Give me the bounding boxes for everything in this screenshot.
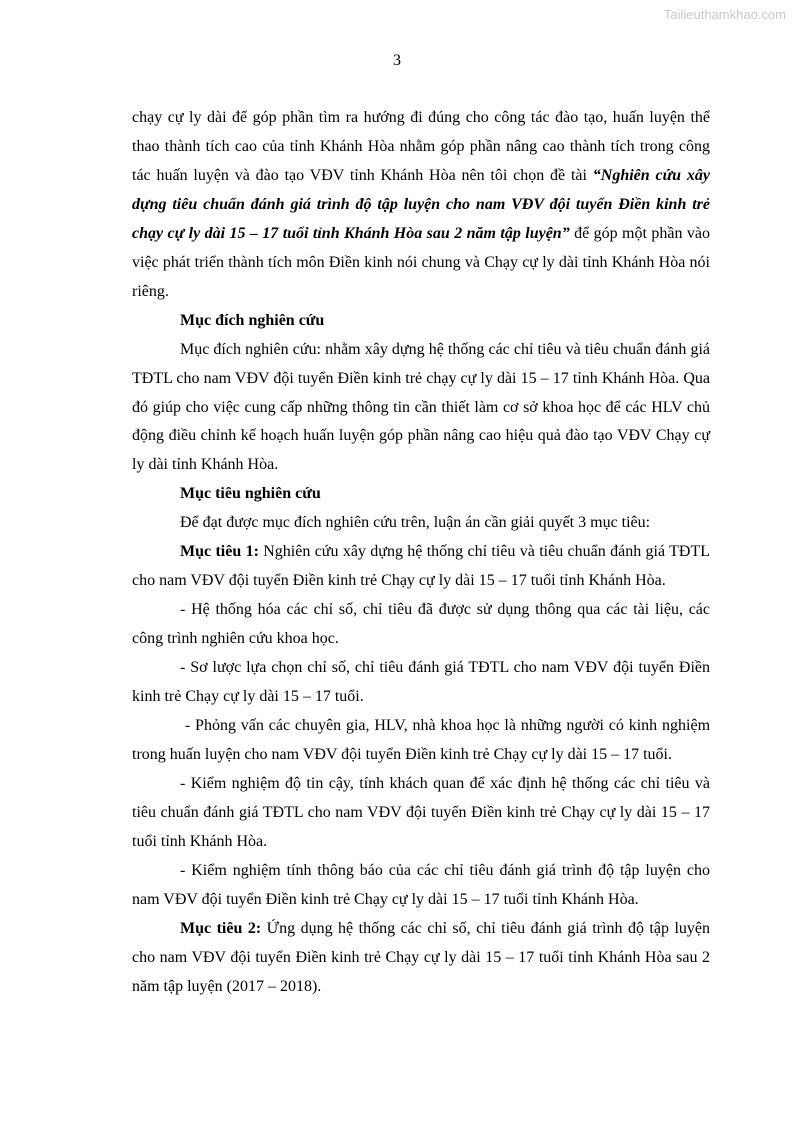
objective-2-label: Mục tiêu 2:: [180, 919, 262, 937]
intro-text-before: chạy cự ly dài để góp phần tìm ra hướng đi đúng cho công tác đào tạo, huấn luyện thể thao thành tích cao của tỉnh Khánh Hòa nhằm góp phần nâng cao thành tích trong công tác huấn luyện và đào tạo VĐV tỉnh Khánh Hòa nên tôi chọn đề tài: [132, 109, 710, 184]
page-number: 3: [393, 52, 401, 69]
thesis-title: “Nghiên cứu xây dựng tiêu chuẩn đánh giá trình độ tập luyện cho nam VĐV đội tuyển Điền kinh trẻ chạy cự ly dài 15 – 17 tuổi tỉnh Khánh Hòa sau 2 năm tập luyện”: [132, 166, 710, 242]
document-body: [132, 104, 715, 1002]
list-item: - Hệ thống hóa các chỉ số, chỉ tiêu đã được sử dụng thông qua các tài liệu, các công trình nghiên cứu khoa học.: [132, 601, 710, 648]
objective-2-paragraph: [132, 915, 710, 1002]
objectives-intro: Để đạt được mục đích nghiên cứu trên, luận án cần giải quyết 3 mục tiêu:: [180, 514, 651, 532]
objective-1-label: Mục tiêu 1:: [180, 543, 259, 561]
list-item: - Sơ lược lựa chọn chỉ số, chỉ tiêu đánh giá TĐTL cho nam VĐV đội tuyển Điền kinh trẻ Chạy cự ly dài 15 – 17 tuổi.: [132, 659, 710, 706]
objective-1-paragraph: [132, 538, 710, 596]
purpose-heading: Mục đích nghiên cứu: [180, 311, 325, 329]
objectives-heading: Mục tiêu nghiên cứu: [180, 485, 321, 503]
list-item: - Kiểm nghiệm độ tin cậy, tính khách quan để xác định hệ thống các chỉ tiêu và tiêu chuẩn đánh giá TĐTL cho nam VĐV đội tuyển Điền kinh trẻ Chạy cự ly dài 15 – 17 tuổi tỉnh Khánh Hòa.: [132, 774, 710, 850]
objective-1-text: Nghiên cứu xây dựng hệ thống chỉ tiêu và tiêu chuẩn đánh giá TĐTL cho nam VĐV đội tuyển Điền kinh trẻ Chạy cự ly dài 15 – 17 tuổi tỉnh Khánh Hòa.: [132, 543, 711, 590]
objective-2-text: Ứng dụng hệ thống các chỉ số, chỉ tiêu đánh giá trình độ tập luyện cho nam VĐV đội tuyển Điền kinh trẻ Chạy cự ly dài 15 – 17 tuổi tỉnh Khánh Hòa sau 2 năm tập luyện (2017 – 2018).: [132, 919, 711, 995]
purpose-paragraph: Mục đích nghiên cứu: nhằm xây dựng hệ thống các chỉ tiêu và tiêu chuẩn đánh giá TĐTL cho nam VĐV đội tuyển Điền kinh trẻ chạy cự ly dài 15 – 17 tỉnh Khánh Hòa. Qua đó giúp cho việc cung cấp những thông tin cần thiết làm cơ sở khoa học để các HLV chủ động điều chỉnh kế hoạch huấn luyện góp phần nâng cao hiệu quả đào tạo VĐV Chạy cự ly dài tỉnh Khánh Hòa.: [132, 340, 710, 474]
list-item: - Phỏng vấn các chuyên gia, HLV, nhà khoa học là những người có kinh nghiệm trong huấn luyện cho nam VĐV đội tuyển Điền kinh trẻ Chạy cự ly dài 15 – 17 tuổi.: [132, 717, 715, 763]
watermark: Tailieuthamkhao.com: [663, 7, 786, 22]
list-item: - Kiểm nghiệm tính thông báo của các chỉ tiêu đánh giá trình độ tập luyện cho nam VĐV đội tuyển Điền kinh trẻ Chạy cự ly dài 15 – 17 tuổi tỉnh Khánh Hòa.: [132, 861, 710, 908]
intro-text-after: để góp một phần vào việc phát triển thành tích môn Điền kinh nói chung và Chạy cự ly dài tỉnh Khánh Hòa nói riêng.: [132, 224, 710, 300]
intro-paragraph: [132, 104, 710, 307]
